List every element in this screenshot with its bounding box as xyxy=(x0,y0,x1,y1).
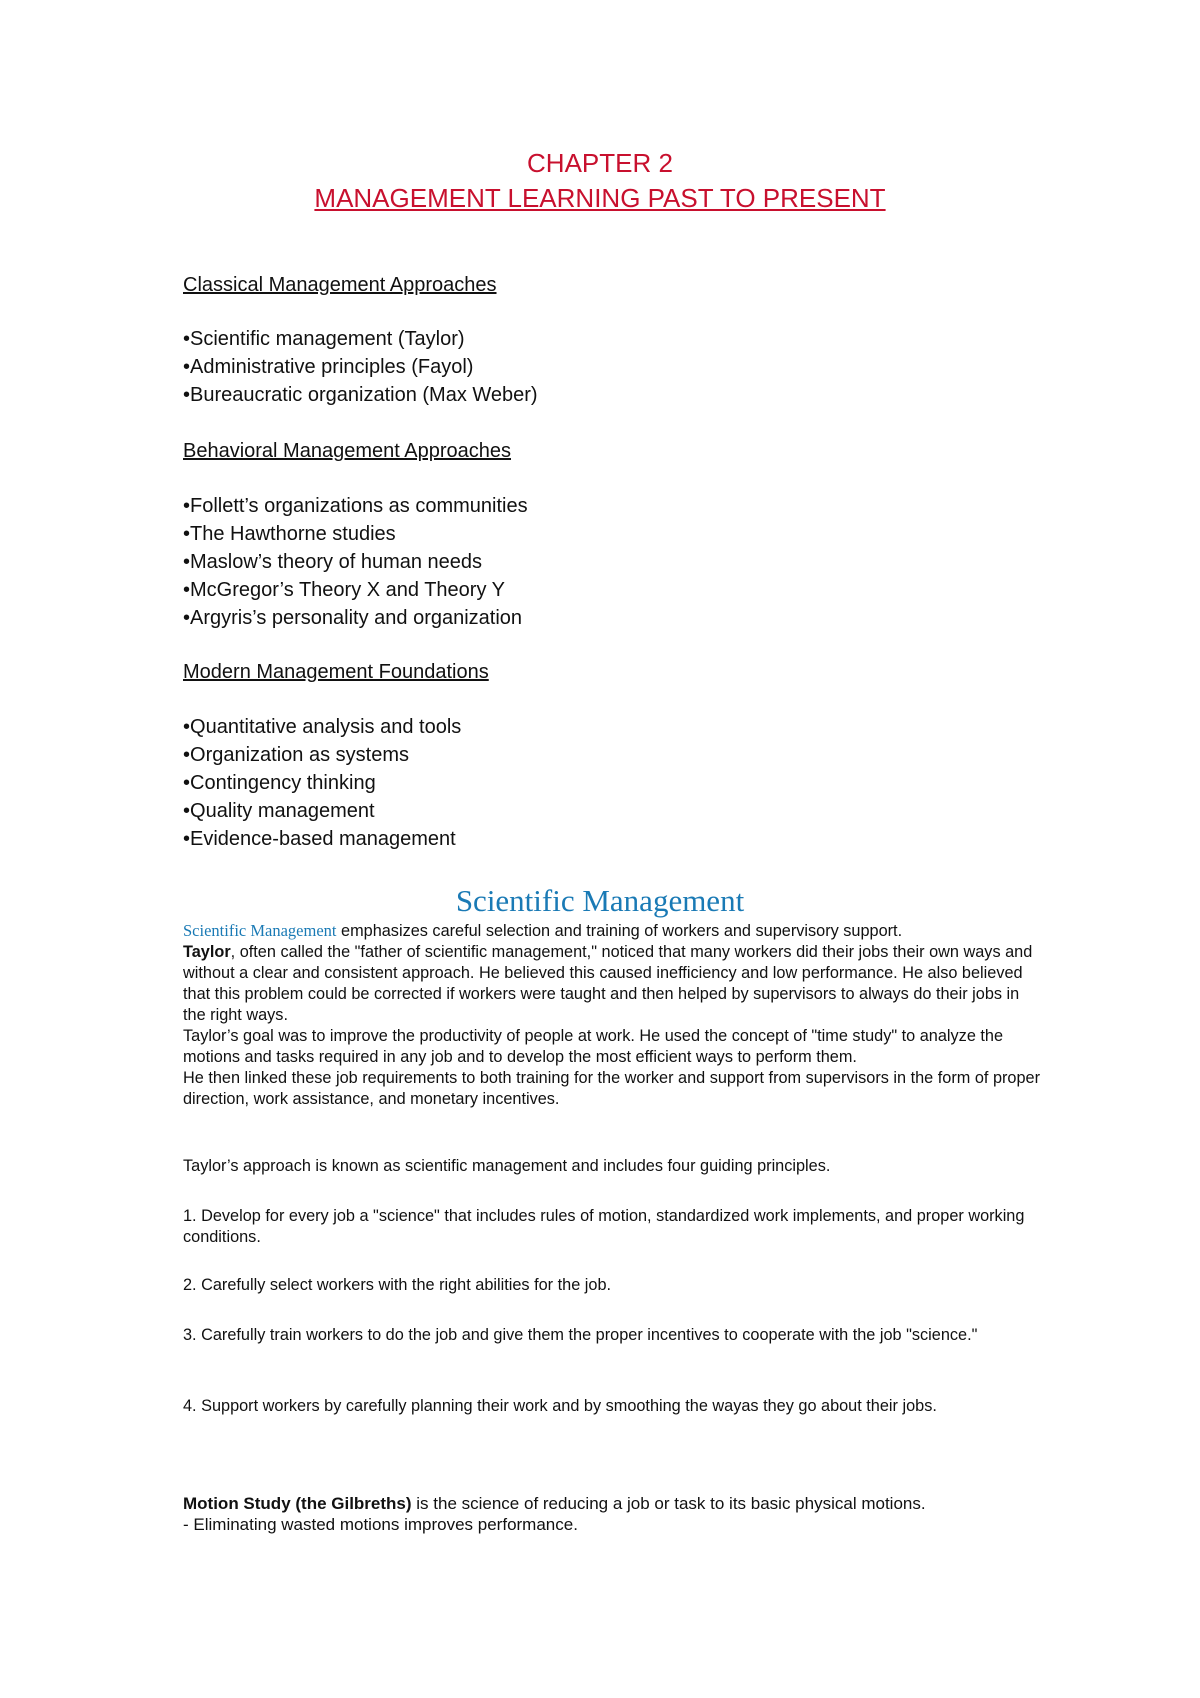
list-item: • Administrative principles (Fayol) xyxy=(183,353,538,381)
scientific-body xyxy=(183,920,1043,1110)
motion-study-term: Motion Study (the Gilbreths) xyxy=(183,1494,412,1513)
taylor-text: , often called the "father of scientific management," noticed that many workers did their jobs their own ways and without a clear and consistent approach. He believed this caused inefficiency and low performance. He also believed that this problem could be corrected if workers were taught and then helped by supervisors to always do their jobs in the right ways. xyxy=(183,943,1033,1024)
list-item: • Scientific management (Taylor) xyxy=(183,325,538,353)
principle-2: 2. Carefully select workers with the right abilities for the job. xyxy=(183,1276,612,1294)
list-item: • Evidence-based management xyxy=(183,825,461,853)
list-item: • Argyris’s personality and organization xyxy=(183,604,528,632)
motion-study-note: - Eliminating wasted motions improves performance. xyxy=(183,1515,578,1534)
list-item: • Contingency thinking xyxy=(183,769,461,797)
lead-text: emphasizes careful selection and training of workers and supervisory support. xyxy=(336,922,903,940)
list-item: • Maslow’s theory of human needs xyxy=(183,548,528,576)
linked-paragraph: He then linked these job requirements to both training for the worker and support from supervisors in the form of proper direction, work assistance, and monetary incentives. xyxy=(183,1069,1041,1108)
goal-paragraph: Taylor’s goal was to improve the productivity of people at work. He used the concept of "time study" to analyze the motions and tasks required in any job and to develop the most efficient ways to perform them. xyxy=(183,1027,1004,1066)
principle-4: 4. Support workers by carefully planning their work and by smoothing the wayas they go about their jobs. xyxy=(183,1397,937,1415)
principle-1: 1. Develop for every job a "science" that includes rules of motion, standardized work implements, and proper working conditions. xyxy=(183,1207,1025,1246)
scientific-management-term: Scientific Management xyxy=(183,921,337,940)
taylor-name: Taylor xyxy=(183,943,231,961)
motion-study-text: is the science of reducing a job or task to its basic physical motions. xyxy=(411,1494,926,1513)
motion-study-definition xyxy=(183,1493,1043,1514)
motion-study-block xyxy=(183,1493,1043,1535)
list-classical xyxy=(183,325,538,409)
section-heading-classical: Classical Management Approaches xyxy=(183,274,497,296)
list-item: • Follett’s organizations as communities xyxy=(183,492,528,520)
list-item: • Quality management xyxy=(183,797,461,825)
taylor-paragraph xyxy=(183,942,1043,1026)
list-item: • Quantitative analysis and tools xyxy=(183,713,461,741)
list-item: • Bureaucratic organization (Max Weber) xyxy=(183,381,538,409)
list-item: • The Hawthorne studies xyxy=(183,520,528,548)
scientific-management-title: Scientific Management xyxy=(455,883,745,918)
list-item: • McGregor’s Theory X and Theory Y xyxy=(183,576,528,604)
chapter-title: CHAPTER 2 xyxy=(527,148,673,178)
section-heading-modern: Modern Management Foundations xyxy=(183,661,489,683)
list-item: • Organization as systems xyxy=(183,741,461,769)
list-behavioral xyxy=(183,492,528,632)
principle-3: 3. Carefully train workers to do the job and give them the proper incentives to cooperate with the job "science." xyxy=(183,1326,978,1344)
list-modern xyxy=(183,713,461,853)
lead-paragraph xyxy=(183,920,1043,942)
chapter-subtitle: MANAGEMENT LEARNING PAST TO PRESENT xyxy=(314,183,886,213)
approach-paragraph: Taylor’s approach is known as scientific management and includes four guiding principles. xyxy=(183,1157,831,1175)
section-heading-behavioral: Behavioral Management Approaches xyxy=(183,440,511,462)
